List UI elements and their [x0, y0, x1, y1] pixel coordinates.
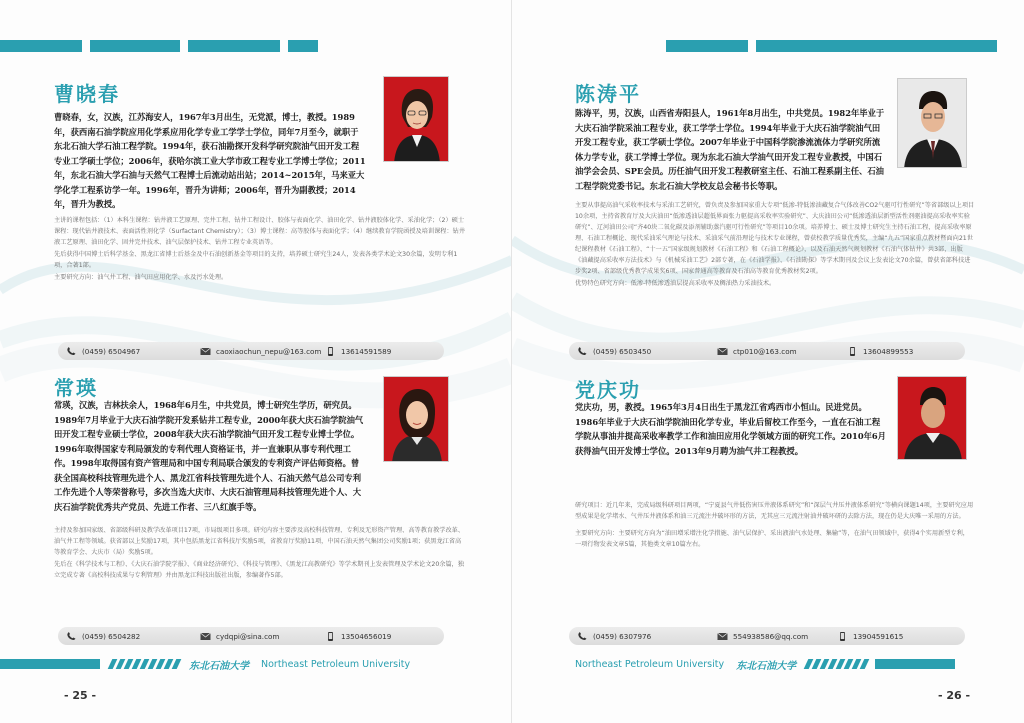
contact-bar	[58, 342, 444, 360]
university-name-en: Northeast Petroleum University	[261, 658, 411, 670]
page-number: - 26 -	[938, 689, 971, 702]
university-logo-cn: 东北石油大学	[189, 660, 249, 672]
detail-paragraph: 研究项目：近几年来，完成局级科研项目两项，“宁夏县气井低伤害压井液体系研究”和“深层气井压井液体系研究”等横向课题14项，主要研究应用型成果是化学堵水、气井压井液体系和油三元流注井破坏形的方法，无其应三元流注射油井破坏研的去除方法，现在仍是大庆唯一采用的方法。	[575, 502, 974, 520]
contact-email[interactable]	[717, 632, 808, 641]
person-name: 党庆功	[575, 378, 641, 402]
contact-mobile[interactable]	[837, 632, 903, 641]
contact-phone[interactable]	[577, 632, 651, 641]
mobile-icon	[325, 347, 336, 356]
portrait-photo	[383, 76, 449, 162]
contact-email[interactable]	[200, 347, 321, 356]
detail-paragraph: 先后在《科学技术与工程》、《大庆石油学院学报》、《商业经济研究》、《科技与管理》、《黑龙江高教研究》等学术期刊上发表管理及学术论文20余篇，独立完成专著《高校科技成果与专利管理》并由黑龙江科技出版社出版，参编著作5部。	[54, 561, 465, 579]
portrait-photo	[383, 376, 449, 462]
person-name: 曹晓春	[54, 82, 120, 106]
portrait-photo	[897, 78, 967, 168]
email-icon	[717, 347, 728, 356]
footer-bar-block	[875, 659, 955, 669]
detail-paragraph: 主要从事提高油气采收率技术与采油工艺研究，曾负责及参加国家重大专项“低渗-特低渗油藏复合气体改善CO2气驱可行性研究”等省部级以上项目10余项，主持省教育厅及大庆油田“低渗透油层超低界面张力驱提高采收率实验研究”、大庆油田公司“低渗透油层新型活性剂驱油提高采收率实验研究”、辽河油田公司“齐40块二氧化碳及添剂辅助蒸汽驱可行性研究”等项目10余项。培养博士、硕士及博士研究生主持石油工程，提高采收率原理、石油工程概论、现代采油采气理论与技术、采油采气前沿理论与技术专业课程，曾获校教学质量优秀奖，主编“九五”国家重点教材暨面向21世纪课程教材《石油工程》、“十一五”国家级规划教材《石油工程》和《石油工程概论》，以及石油天然气规划教材《石油气体钻井》共3部，出版《油藏提高采收率方法技术》与《机械采油工艺》2部专著，在《石油学报》、《石油勘探》等学术期刊及会议上发表论文70余篇，曾获省部科技进步奖2项、省部级优秀教学成果奖6项、国家普通高等教育及石油高等教育优秀教材奖2项。	[575, 202, 975, 275]
person-details	[54, 215, 466, 284]
phone-icon	[66, 347, 77, 356]
contact-bar	[569, 342, 965, 360]
contact-mobile[interactable]	[325, 347, 391, 356]
person-name: 陈涛平	[575, 82, 641, 106]
phone-icon	[577, 632, 588, 641]
mobile-number: 13904591615	[853, 631, 904, 641]
contact-mobile[interactable]	[847, 347, 913, 356]
page-gutter	[511, 0, 512, 723]
university-logo-cn: 东北石油大学	[736, 660, 797, 672]
person-bio: 陈涛平，男，汉族，山西省寿阳县人，1961年8月出生，中共党员。1982年毕业于大庆石油学院采油工程专业，获工学学士学位。1994年毕业于大庆石油学院油气田开发工程专业，获工学硕士学位。2007年毕业于中国科学院渗流流体力学研究所流体力学专业，获工学博士学位。现为东北石油大学油气田开发工程专业教授，中国石油学会会员、SPE会员。历任油气田开发工程教研室主任、石油工程系副主任、石油工程学院党委书记。东北石油大学校友总会秘书长等职。	[575, 108, 885, 191]
footer-stripes	[110, 659, 179, 669]
email-icon	[200, 632, 211, 641]
detail-paragraph: 主要研究方向：主要研究方向为“油田增采增注化学措施、油气层保护、采出液油气水处理、集输”等，在油气田领域中，获得4个实用新型专利，一项行物发表文章5篇，其他类文章10篇左右。	[575, 530, 969, 548]
contact-email[interactable]	[717, 347, 797, 356]
email-icon	[200, 347, 211, 356]
footer-right	[575, 658, 1024, 670]
phone-icon	[66, 632, 77, 641]
person-details	[575, 200, 975, 290]
person-bio: 党庆功，男，教授。1965年3月4日出生于黑龙江省鸡西市小恒山。民进党员。1986年毕业于大庆石油学院油田化学专业，毕业后留校工作至今，一直在石油工程学院从事油井提高采收率教学工作和油田应用化学领域方面的研究工作。2010年6月获得油气田开发博士学位。2013年9月聘为油气井工程教授。	[575, 402, 886, 456]
mobile-number: 13504656019	[341, 631, 392, 641]
contact-bar	[569, 627, 965, 645]
top-bars-right-2	[827, 40, 997, 52]
mobile-number: 13604899553	[863, 346, 914, 356]
email-address: cydqpi@sina.com	[216, 631, 280, 641]
portrait-photo	[897, 376, 967, 460]
phone-icon	[577, 347, 588, 356]
email-address: caoxiaochun_nepu@163.com	[216, 346, 322, 356]
detail-paragraph: 主讲的课程包括：（1）本科生课程：钻井液工艺原理、完井工程、钻井工程设计、胶体与表面化学、油田化学、钻井液胶体化学、采油化学；（2）硕士课程：现代钻井液技术、表面活性剂化学（Surfactant Chemistry）；（3）博士课程：高等胶体与表面化学；（4）继续教育学院函授及培训课程：钻井液工艺原理、油田化学、固井完井技术、油气层保护技术、钻井工程专业英语等。	[54, 217, 466, 246]
email-address: ctp010@163.com	[733, 346, 797, 356]
contact-phone[interactable]	[66, 347, 140, 356]
mobile-icon	[325, 632, 336, 641]
email-address: 554938586@qq.com	[733, 631, 809, 641]
footer-stripes	[806, 659, 867, 669]
footer-left	[0, 658, 450, 670]
phone-number: (0459) 6503450	[593, 346, 652, 356]
detail-paragraph: 优势特色研究方向：低渗-特低渗透油层提高采收率及稠油热力采油技术。	[575, 280, 776, 287]
phone-number: (0459) 6307976	[593, 631, 652, 641]
mobile-icon	[837, 632, 848, 641]
phone-number: (0459) 6504967	[82, 346, 141, 356]
person-details	[54, 525, 466, 582]
contact-phone[interactable]	[66, 632, 140, 641]
contact-email[interactable]	[200, 632, 279, 641]
university-name-en: Northeast Petroleum University	[575, 658, 725, 670]
person-name: 常瑛	[54, 376, 98, 400]
mobile-number: 13614591589	[341, 346, 392, 356]
email-icon	[717, 632, 728, 641]
phone-number: (0459) 6504282	[82, 631, 141, 641]
person-bio: 曹晓春，女，汉族，江苏海安人，1967年3月出生，无党派，博士，教授。1989年，获西南石油学院应用化学系应用化学专业工学学士学位，同年7月至今，就职于东北石油大学石油工程学院。1994年，获石油勘探开发科学研究院油气田开发工程专业工学硕士学位；2006年，获哈尔滨工业大学市政工程专业工学博士学位；2011年，东北石油大学石油与天然气工程博士后流动站出站；2014~2015年，马来亚大学化学工程系访学一年。1996年，晋升为讲师；2006年，晋升为副教授；2014年，晋升为教授。	[54, 112, 366, 209]
person-bio: 常瑛，汉族，吉林扶余人，1968年6月生，中共党员，博士研究生学历，研究员。1989年7月毕业于大庆石油学院开发系钻井工程专业，2000年获大庆石油学院油气田开发工程专业硕士学位，2008年获大庆石油学院油气田开发工程专业博士学位。1996年取得国家专利局颁发的专利代理人资格证书，并一直兼职从事专利代理工作。1998年取得国有资产管理局和中国专利局联合颁发的专利资产评估师资格。曾获全国高校科技管理先进个人、黑龙江省科技管理先进个人、石油天然气总公司专利工作先进个人等荣誉称号，多次当选大庆市、大庆石油管理局科技管理先进个人、大庆石油学院优秀共产党员、先进工作者、三八红旗手等。	[54, 400, 364, 512]
detail-paragraph: 主持及参加国家级、省部级科研及教学改革项目17项，市局级项目多项。研究内容主要涉及高校科技管理、专利及无形资产管理、高等教育教学改革、油气井工程等领域。获省部以上奖励17项，其中包括黑龙江省科技厅奖励5项，省教育厅奖励11项，中国石油天然气集团公司奖励1项；获黑龙江省高等教育学会、大庆市（局）奖励5项。	[54, 527, 465, 556]
footer-bar-block	[0, 659, 100, 669]
detail-paragraph: 先后获得中国博士后科学基金、黑龙江省博士后基金及中石油创新基金等项目的支持，培养硕士研究生24人，发表各类学术论文30余篇，发明专利1项，合著1部。	[54, 251, 458, 269]
contact-phone[interactable]	[577, 347, 651, 356]
person-details	[575, 500, 975, 551]
detail-paragraph: 主要研究方向：油气井工程、油气田应用化学、水及污水处理。	[54, 274, 228, 281]
top-bars-left	[0, 40, 318, 52]
mobile-icon	[847, 347, 858, 356]
page-number: - 25 -	[64, 689, 97, 702]
contact-bar	[58, 627, 444, 645]
contact-mobile[interactable]	[325, 632, 391, 641]
